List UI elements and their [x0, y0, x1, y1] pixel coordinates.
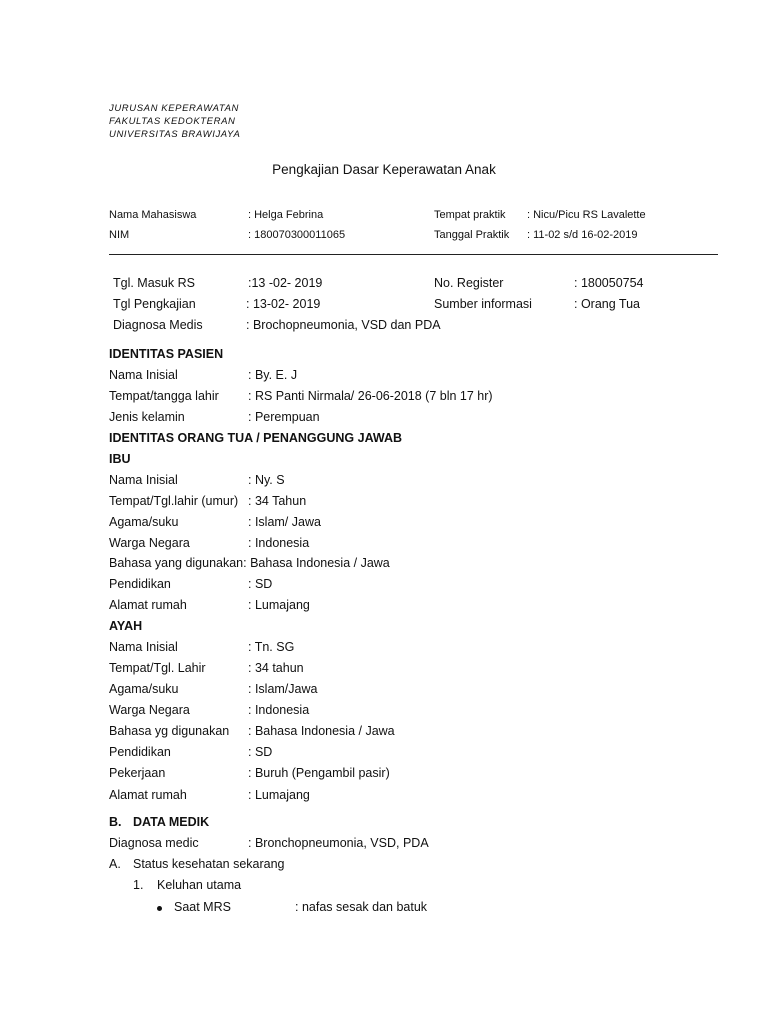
- medical-diagnosis-value: : Brochopneumonia, VSD dan PDA: [246, 318, 441, 332]
- patient-initials-value: : By. E. J: [248, 368, 298, 382]
- practice-date-value: : 11-02 s/d 16-02-2019: [527, 229, 638, 241]
- father-language-value: : Bahasa Indonesia / Jawa: [248, 724, 395, 738]
- medical-data-number: B.: [109, 815, 122, 829]
- father-religion-value: : Islam/Jawa: [248, 682, 318, 696]
- info-source-value: : Orang Tua: [574, 297, 641, 311]
- header-divider: [109, 254, 718, 255]
- register-number-value: : 180050754: [574, 276, 644, 290]
- patient-gender-label: Jenis kelamin: [109, 410, 185, 424]
- document-title: Pengkajian Dasar Keperawatan Anak: [272, 162, 496, 177]
- father-citizenship-label: Warga Negara: [109, 703, 190, 717]
- nim-label: NIM: [109, 229, 130, 241]
- father-address-value: : Lumajang: [248, 788, 310, 802]
- father-education-label: Pendidikan: [109, 745, 171, 759]
- mother-education-label: Pendidikan: [109, 577, 171, 591]
- father-language-label: Bahasa yg digunakan: [109, 724, 230, 738]
- patient-birth-label: Tempat/tangga lahir: [109, 389, 219, 403]
- mother-citizenship-label: Warga Negara: [109, 536, 190, 550]
- mother-heading: IBU: [109, 452, 131, 466]
- father-birth-label: Tempat/Tgl. Lahir: [109, 661, 206, 675]
- student-name-value: : Helga Febrina: [248, 209, 324, 221]
- mother-address-value: : Lumajang: [248, 598, 310, 612]
- mother-religion-value: : Islam/ Jawa: [248, 515, 321, 529]
- father-heading: AYAH: [109, 619, 143, 633]
- mother-citizenship-value: : Indonesia: [248, 536, 310, 550]
- father-birth-value: : 34 tahun: [248, 661, 304, 675]
- department-name: JURUSAN KEPERAWATAN: [109, 103, 239, 114]
- admission-complaint-value: : nafas sesak dan batuk: [295, 900, 428, 914]
- practice-place-value: : Nicu/Picu RS Lavalette: [527, 209, 646, 221]
- patient-birth-value: : RS Panti Nirmala/ 26-06-2018 (7 bln 17 hr): [248, 389, 493, 403]
- main-complaint-text: Keluhan utama: [157, 878, 242, 892]
- health-status-number: A.: [109, 857, 121, 871]
- father-education-value: : SD: [248, 745, 273, 759]
- mother-education-value: : SD: [248, 577, 273, 591]
- father-address-label: Alamat rumah: [109, 788, 187, 802]
- mother-initials-label: Nama Inisial: [109, 473, 178, 487]
- parent-identity-heading: IDENTITAS ORANG TUA / PENANGGUNG JAWAB: [109, 431, 403, 445]
- admission-complaint-label: Saat MRS: [174, 900, 231, 914]
- register-number-label: No. Register: [434, 276, 504, 290]
- mother-birth-value: : 34 Tahun: [248, 494, 307, 508]
- mother-address-label: Alamat rumah: [109, 598, 187, 612]
- university-name: UNIVERSITAS BRAWIJAYA: [109, 129, 241, 140]
- mother-religion-label: Agama/suku: [109, 515, 179, 529]
- main-complaint-number: 1.: [133, 878, 144, 892]
- father-initials-label: Nama Inisial: [109, 640, 178, 654]
- mother-language-line: Bahasa yang digunakan: Bahasa Indonesia / Jawa: [109, 556, 390, 570]
- medical-diagnosis-label-2: Diagnosa medic: [109, 836, 199, 850]
- practice-place-label: Tempat praktik: [434, 209, 506, 221]
- mother-birth-label: Tempat/Tgl.lahir (umur): [109, 494, 239, 508]
- medical-data-heading: DATA MEDIK: [133, 815, 210, 829]
- patient-gender-value: : Perempuan: [248, 410, 320, 424]
- patient-identity-heading: IDENTITAS PASIEN: [109, 347, 224, 361]
- medical-diagnosis-label: Diagnosa Medis: [113, 318, 203, 332]
- assessment-date-value: : 13-02- 2019: [246, 297, 321, 311]
- mother-initials-value: : Ny. S: [248, 473, 285, 487]
- faculty-name: FAKULTAS KEDOKTERAN: [109, 116, 236, 127]
- admission-date-value: :13 -02- 2019: [248, 276, 323, 290]
- medical-diagnosis-value-2: : Bronchopneumonia, VSD, PDA: [248, 836, 429, 850]
- nim-value: : 180070300011065: [248, 229, 346, 241]
- father-citizenship-value: : Indonesia: [248, 703, 310, 717]
- patient-initials-label: Nama Inisial: [109, 368, 178, 382]
- student-name-label: Nama Mahasiswa: [109, 209, 197, 221]
- father-occupation-value: : Buruh (Pengambil pasir): [248, 766, 390, 780]
- admission-date-label: Tgl. Masuk RS: [113, 276, 195, 290]
- father-initials-value: : Tn. SG: [248, 640, 295, 654]
- father-religion-label: Agama/suku: [109, 682, 179, 696]
- practice-date-label: Tanggal Praktik: [434, 229, 510, 241]
- info-source-label: Sumber informasi: [434, 297, 532, 311]
- assessment-date-label: Tgl Pengkajian: [113, 297, 196, 311]
- health-status-text: Status kesehatan sekarang: [133, 857, 285, 871]
- father-occupation-label: Pekerjaan: [109, 766, 166, 780]
- bullet-icon: [157, 906, 162, 911]
